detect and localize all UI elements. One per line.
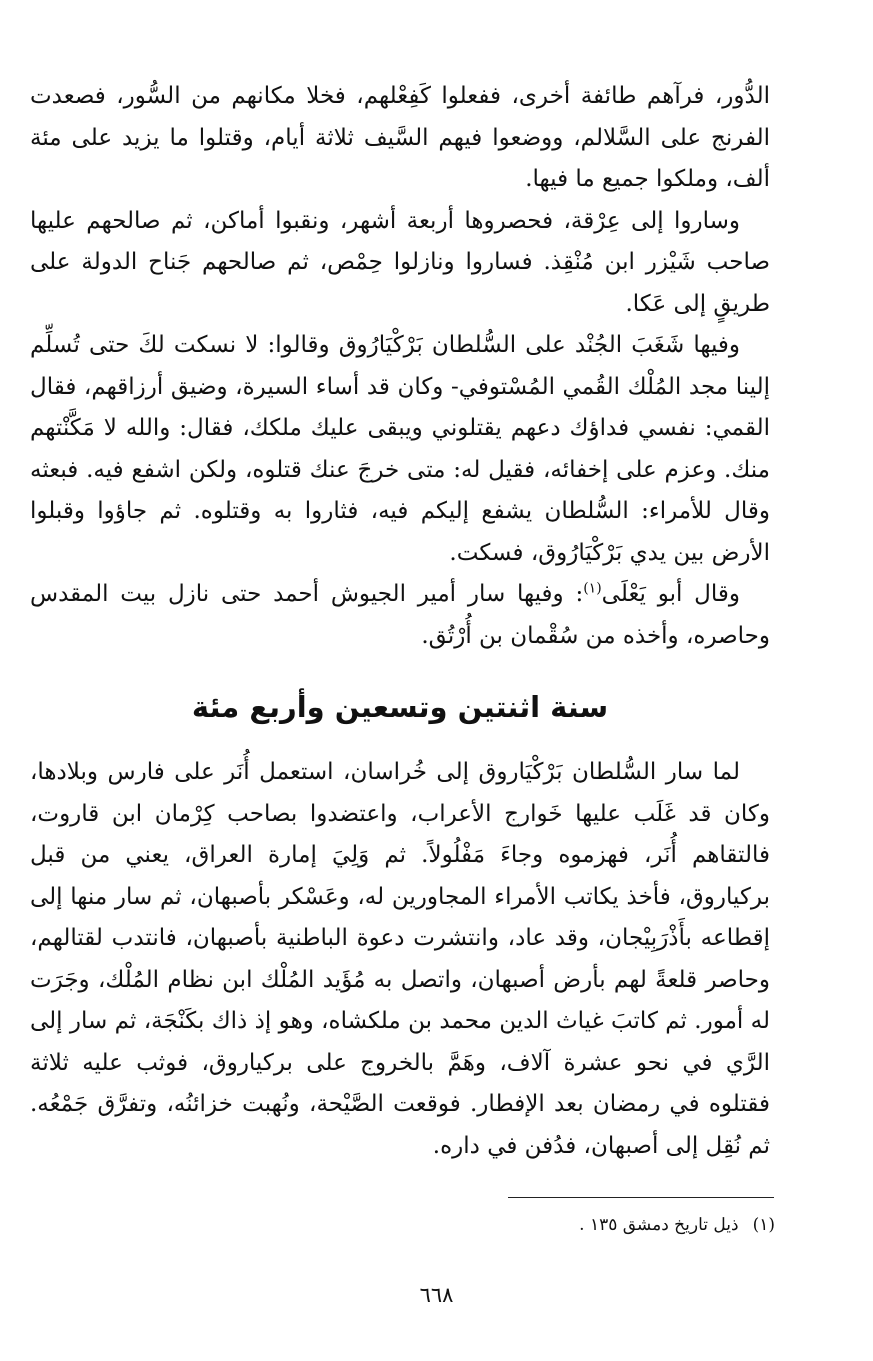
section-heading: سنة اثنتين وتسعين وأربع مئة: [191, 690, 609, 724]
footnote: [30, 1211, 775, 1239]
bottom-text-block: [30, 752, 770, 1167]
footnote-divider: [508, 1197, 774, 1198]
paragraph-unar: لما سار السُّلطان بَرْكْيَاروق إلى خُراسان، استعمل أُنَر على فارس وبلادها، وكان قد غَلَب عليها خَوارج الأعراب، واعتضدوا بصاحب كِرْمان ابن قاروت، فالتقاهم أُنَر، فهزموه وجاءَ مَفْلُولاً. ثم وَلِيَ إمارة العراق، يعني من قبل بركياروق، فأخذ يكاتب الأمراء المجاورين له، وعَسْكر بأصبهان، ثم سار منها إلى إقطاعه بأَذْرَبِيْجان، وقد عاد، وانتشرت دعوة الباطنية بأصبهان، فانتدب لقتالهم، وحاصر قلعةً لهم بأرض أصبهان، واتصل به مُؤَيد المُلْك ابن نظام المُلْك، وجَرَت له أمور. ثم كاتبَ غياث الدين محمد بن ملكشاه، وهو إذ ذاك بكَنْجَة، ثم سار إلى الرَّي في نحو عشرة آلاف، وهَمَّ بالخروج على بركياروق، فوثب عليه ثلاثة فقتلوه في رمضان بعد الإفطار. فوقعت الصَّيْحة، ونُهبت خزائنُه، وتفرَّق جَمْعُه. ثم نُقِل إلى أصبهان، فدُفن في داره.: [30, 759, 770, 1159]
paragraph-abu-yala: [30, 574, 770, 657]
paragraph-irqa: وساروا إلى عِرْقة، فحصروها أربعة أشهر، ونقبوا أماكن، ثم صالحهم عليها صاحب شَيْزر ابن مُنْقِذ. فساروا ونازلوا حِمْص، ثم صالحهم جَناح الدولة على طريقٍ إلى عَكا.: [30, 207, 770, 317]
paragraph-continuation: الدُّور، فرآهم طائفة أخرى، ففعلوا كَفِعْلهم، فخلا مكانهم من السُّور، فصعدت الفرنج على السَّلالم، ووضعوا فيهم السَّيف ثلاثة أيام، وقتلوا ما يزيد على مئة ألف، وملكوا جميع ما فيها.: [30, 83, 770, 192]
paragraph-army-revolt: وفيها شَغَبَ الجُنْد على السُّلطان بَرْكْيَارُوق وقالوا: لا نسكت لكَ حتى تُسلِّم إلينا مجد المُلْك القُمي المُسْتوفي- وكان قد أساء السيرة، وضيق أرزاقهم، فقال القمي: نفسي فداؤك دعهم يقتلوني ويبقى عليك ملكك، فقال: والله لا مَكَّنْتهم منك. وعزم على إخفائه، فقيل له: متى خرجَ عنك قتلوه، ولكن اشفع فيه. فبعثه وقال للأمراء: السُّلطان يشفع إليكم فيه، فثاروا به وقتلوه. ثم جاؤوا وقبلوا الأرض بين يدي بَرْكْيَارُوق، فسكت.: [30, 332, 770, 566]
footnote-text: ذيل تاريخ دمشق ١٣٥ .: [579, 1215, 739, 1235]
footnote-marker: (١): [752, 1215, 775, 1235]
page-number: ٦٦٨: [419, 1283, 454, 1307]
footnote-reference: (١): [583, 580, 602, 597]
abu-yala-text-after: : وفيها سار أمير الجيوش أحمد حتى نازل بيت المقدس وحاصره، وأخذه من سُقْمان بن أُرْتُق.: [30, 581, 770, 649]
top-text-block: [30, 76, 770, 657]
abu-yala-text-before: وقال أبو يَعْلَى: [601, 581, 740, 607]
